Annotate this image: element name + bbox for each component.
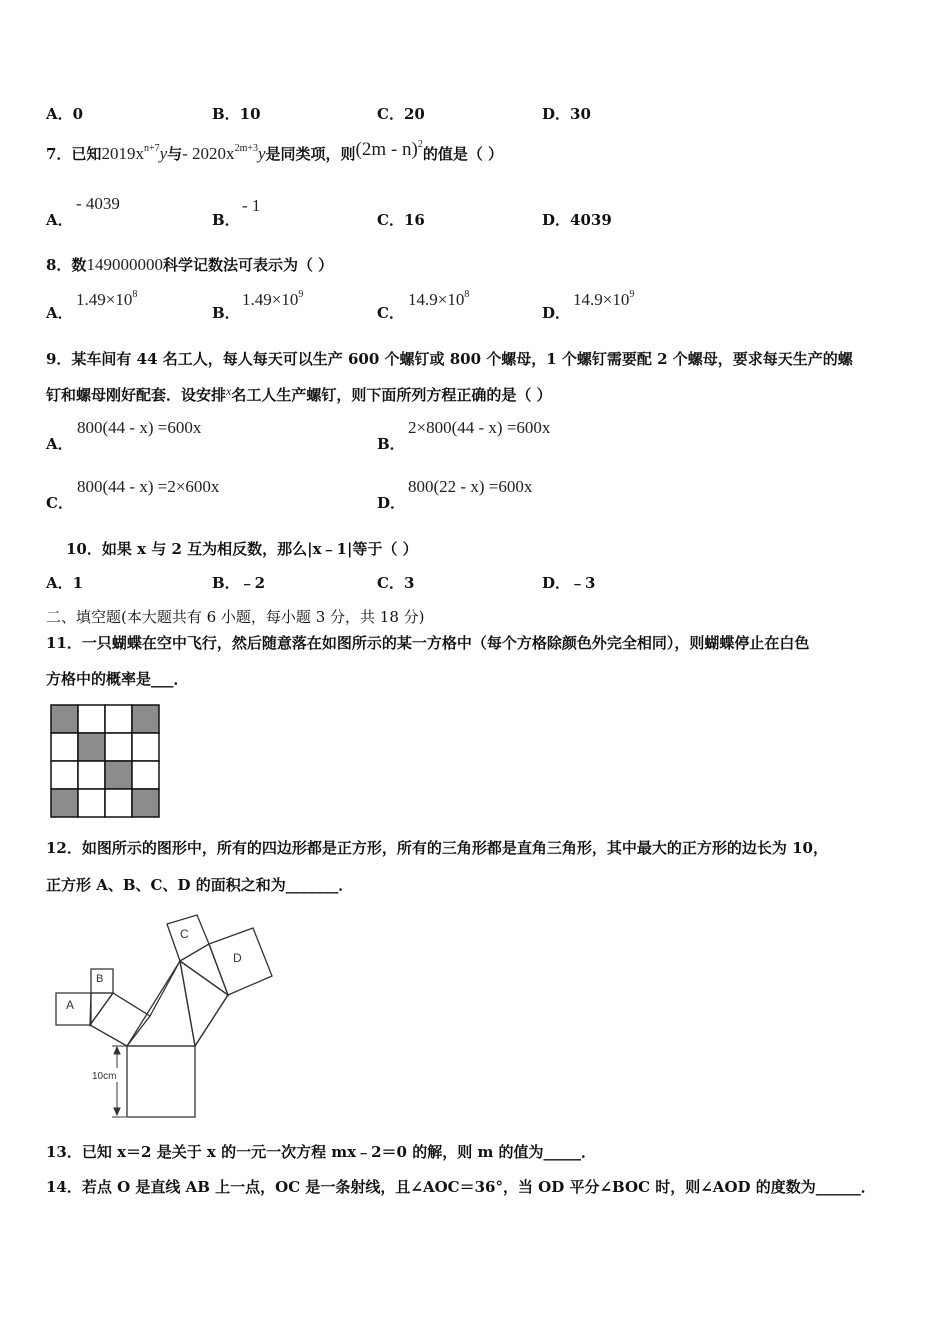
q7-option-c: C．16 [377,211,425,229]
q8-option-b-value: $1.49\times 10^9$ [242,289,304,309]
q13-stem: 13．已知 x＝2 是关于 x 的一元一次方程 mx﹣2＝0 的解，则 m 的值为_____． [46,1143,597,1161]
grid-cell-shaded [132,705,159,733]
q8-option-c-label: C． [377,304,404,322]
triangle-cd [180,944,228,995]
q6-option-d: D．30 [542,105,591,123]
q11-stem-line2: 方格中的概率是___． [46,670,189,688]
arrow-down-icon [114,1108,120,1115]
q7-option-b-label: B． [212,211,240,229]
q11-grid-figure [50,704,162,818]
q6-option-b: B．10 [212,105,261,123]
q10-option-c: C．3 [377,574,415,592]
q10-option-b: B．﹣2 [212,574,266,592]
grid-cell-white [51,761,78,789]
grid-cell-white [105,789,132,817]
q7-option-a-value: - 4039 [76,194,120,213]
q14-stem: 14．若点 O 是直线 AB 上一点，OC 是一条射线，且∠AOC＝36°，当 OD 平分∠BOC 时，则∠AOD 的度数为______． [46,1178,876,1196]
q8-option-a-value: $1.49\times 10^8$ [76,289,138,309]
q8-option-d-value: $14.9\times 10^9$ [573,289,635,309]
grid-cell-white [132,761,159,789]
q10-option-d: D．﹣3 [542,574,596,592]
left-mid-square [90,993,150,1046]
q10-stem: 10．如果 x 与 2 互为相反数，那么|x﹣1|等于（ ） [66,540,418,558]
grid-cell-white [132,733,159,761]
q8-stem: 8．数149000000科学记数法可表示为（ ） [46,255,334,274]
q9-stem-line1: 9．某车间有 44 名工人，每人每天可以生产 600 个螺钉或 800 个螺母，1 个螺钉需要配 2 个螺母，要求每天生产的螺 [46,350,853,368]
q9-option-b-label: B． [377,435,405,453]
q10-option-a: A．1 [46,574,84,592]
q9-option-c-equation: 800(44 - x) =2×600x [77,477,220,496]
grid-cell-shaded [51,789,78,817]
label-c: C [180,927,189,941]
grid-cell-white [78,761,105,789]
label-a: A [66,998,75,1012]
q9-stem-line2: 钉和螺母刚好配套．设安排$^x$名工人生产螺钉，则下面所列方程正确的是（ ） [46,384,552,404]
grid-cell-white [51,733,78,761]
q12-stem-line2: 正方形 A、B、C、D 的面积之和为_______． [46,876,354,894]
q8-option-d-label: D． [542,304,571,322]
q7-option-b-value: - 1 [242,196,261,215]
grid-cell-white [78,705,105,733]
q9-option-c-label: C． [46,494,73,512]
label-b: B [96,973,104,985]
q8-option-b-label: B． [212,304,240,322]
arrow-up-icon [114,1047,120,1054]
q8-option-c-value: $14.9\times 10^8$ [408,289,470,309]
grid-cell-white [105,705,132,733]
q6-option-c: C．20 [377,105,425,123]
q12-pythagoras-figure [50,910,290,1125]
q11-stem-line1: 11．一只蝴蝶在空中飞行，然后随意落在如图所示的某一方格中（每个方格除颜色外完全相同），则蝴蝶停止在白色 [46,634,810,652]
large-square [127,1046,195,1117]
q8-option-a-label: A． [46,304,73,322]
grid-cell-shaded [51,705,78,733]
q9-option-b-equation: 2×800(44 - x) =600x [408,418,551,437]
grid-cell-white [78,789,105,817]
q9-option-a-equation: 800(44 - x) =600x [77,418,202,437]
grid-cell-shaded [105,761,132,789]
grid-cell-shaded [78,733,105,761]
q9-option-a-label: A． [46,435,73,453]
triangle-ab [90,993,113,1025]
dimension-label: 10cm [92,1071,117,1082]
q12-stem-line1: 12．如图所示的图形中，所有的四边形都是正方形，所有的三角形都是直角三角形，其中最大的正方形的边长为 10， [46,839,828,857]
q9-option-d-label: D． [377,494,406,512]
grid-cell-shaded [132,789,159,817]
q7-option-d: D．4039 [542,211,612,229]
q7-option-a-label: A． [46,211,73,229]
label-d: D [233,951,242,965]
q7-stem: 7．已知$2019x^{n+7}y$与- $2020x^{2m+3}y$是同类项，则(2m - n)$^2$的值是（ ） [46,139,504,163]
grid-cell-white [105,733,132,761]
q6-option-a: A．0 [46,105,84,123]
section-2-heading: 二、填空题(本大题共有 6 小题，每小题 3 分，共 18 分) [46,608,425,626]
q9-option-d-equation: 800(22 - x) =600x [408,477,533,496]
